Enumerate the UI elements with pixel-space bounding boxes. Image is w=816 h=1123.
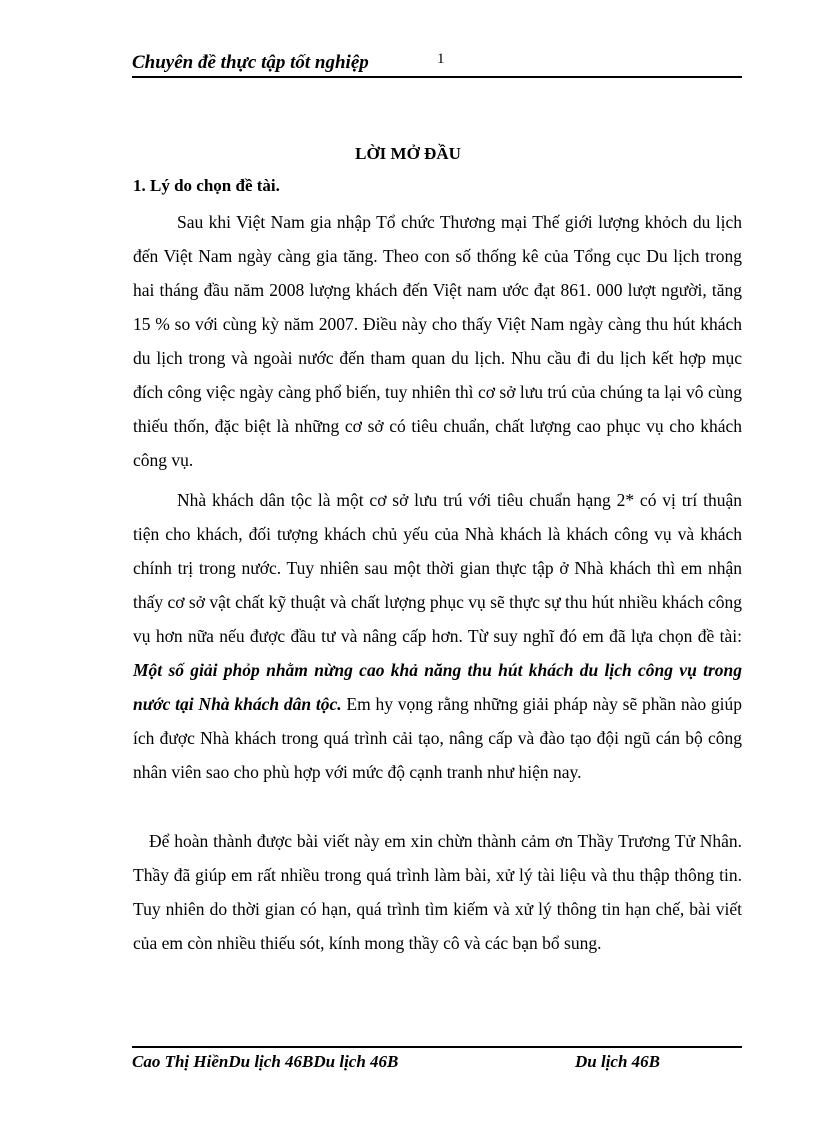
section-title: 1. Lý do chọn đề tài. bbox=[133, 176, 280, 195]
page-header bbox=[132, 50, 742, 78]
paragraph-2-text-start: Nhà khách dân tộc là một cơ sở lưu trú với tiêu chuẩn hạng 2* có vị trí thuận tiện cho khách, đối tượng khách chủ yếu của Nhà khách là khách công vụ và khách chính trị trong nước. Tuy nhiên sau một thời gian thực tập ở Nhà khách thì em nhận thấy cơ sở vật chất kỹ thuật và chất lượng phục vụ sẽ thực sự thu hút nhiều khách công vụ hơn nữa nếu được đầu tư và nâng cấp hơn. Từ suy nghĩ đó em đã lựa chọn đề tài: bbox=[133, 490, 742, 646]
paragraph-3: Để hoàn thành được bài viết này em xin chừn thành cảm ơn Thầy Trương Tử Nhân. Thầy đã giúp em rất nhiều trong quá trình làm bài, xử lý tài liệu và thu thập thông tin. Tuy nhiên do thời gian có hạn, quá trình tìm kiếm và xử lý thông tin hạn chế, bài viết của em còn nhiều thiếu sót, kính mong thầy cô và các bạn bổ sung. bbox=[133, 831, 742, 953]
page-footer bbox=[132, 1046, 742, 1071]
paragraph-2 bbox=[133, 483, 742, 789]
page-number: 1 bbox=[437, 51, 445, 67]
paragraph-2-text-end: Em hy vọng rằng những giải pháp này sẽ phần nào giúp ích được Nhà khách trong quá trình cải tạo, nâng cấp và đào tạo đội ngũ cán bộ công nhân viên sao cho phù hợp với mức độ cạnh tranh như hiện nay. bbox=[133, 694, 742, 782]
footer-author: Cao Thị HiềnDu lịch 46BDu lịch 46B bbox=[132, 1052, 399, 1071]
paragraph-1: Sau khi Việt Nam gia nhập Tổ chức Thương mại Thế giới lượng khỏch du lịch đến Việt Nam ngày càng gia tăng. Theo con số thống kê của Tổng cục Du lịch trong hai tháng đầu năm 2008 lượng khách đến Việt nam ước đạt 861. 000 lượt người, tăng 15 % so với cùng kỳ năm 2007. Điều này cho thấy Việt Nam ngày càng thu hút khách du lịch trong và ngoài nước đến tham quan du lịch. Nhu cầu đi du lịch kết hợp mục đích công việc ngày càng phổ biến, tuy nhiên thì cơ sở lưu trú của chúng ta lại vô cùng thiếu thốn, đặc biệt là những cơ sở có tiêu chuẩn, chất lượng cao phục vụ cho khách công vụ. bbox=[133, 212, 742, 470]
footer-class: Du lịch 46B bbox=[575, 1052, 661, 1071]
header-title: Chuyên đề thực tập tốt nghiệp bbox=[132, 52, 369, 73]
thesis-topic-emphasis: Một số giải phỏp nhằm nừng cao khả năng thu hút khách du lịch công vụ trong nước tại Nhà khách dân tộc. bbox=[133, 660, 742, 714]
document-heading: LỜI MỞ ĐẦU bbox=[355, 144, 461, 163]
